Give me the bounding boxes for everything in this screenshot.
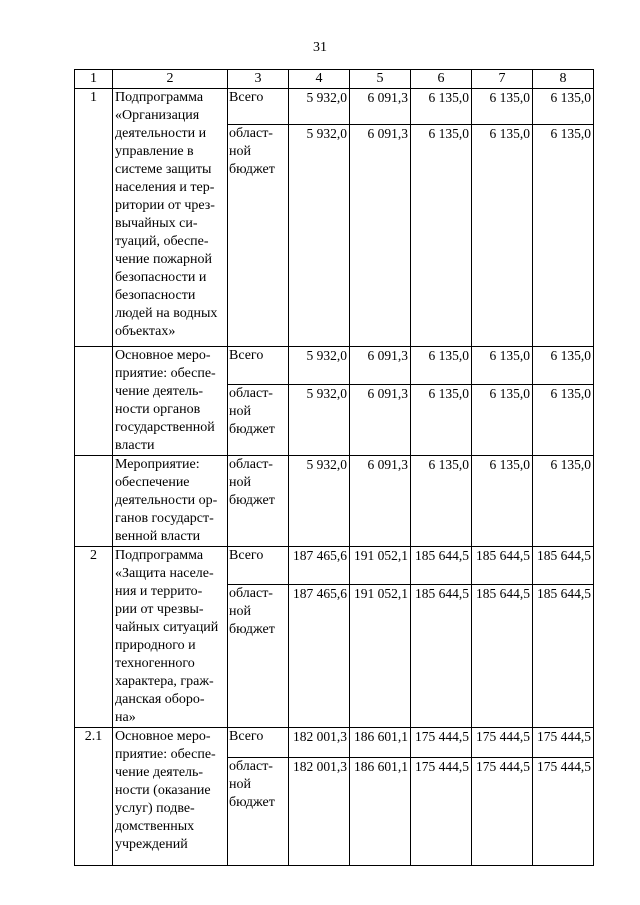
text-line: «Защита населе- [115, 566, 214, 581]
value-cell: 5 932,0 [289, 385, 350, 456]
text-line: венной власти [115, 529, 201, 544]
text-line: чение деятель- [115, 765, 204, 780]
text-line: вычайных си- [115, 216, 198, 231]
text-line: управление в [115, 144, 194, 159]
row-number [75, 456, 113, 547]
source-budget-label [228, 125, 289, 347]
table-row [75, 728, 594, 758]
value-cell: 185 644,5 [472, 584, 533, 727]
text-line: деятельности ор- [115, 493, 218, 508]
text-line: Основное меро- [115, 348, 211, 363]
text-line: на» [115, 710, 136, 725]
text-line: рии от чрезвы- [115, 602, 204, 617]
row-number: 1 [75, 89, 113, 347]
page-number: 31 [313, 40, 327, 55]
value-cell: 6 135,0 [533, 456, 594, 547]
value-cell: 175 444,5 [533, 758, 594, 866]
value-cell: 6 091,3 [350, 385, 411, 456]
value-cell: 5 932,0 [289, 89, 350, 125]
text-line: домственных [115, 819, 195, 834]
value-cell: 185 644,5 [411, 584, 472, 727]
text-line: чайных ситуаций [115, 620, 219, 635]
text-line: ности органов [115, 402, 201, 417]
value-cell: 6 135,0 [533, 89, 594, 125]
value-cell: 6 135,0 [472, 89, 533, 125]
text-line: бюджет [229, 795, 275, 810]
table-row [75, 347, 594, 385]
value-cell: 6 135,0 [411, 125, 472, 347]
text-line: ганов государст- [115, 511, 214, 526]
text-line: ной [229, 475, 251, 490]
text-line: «Организация [115, 108, 200, 123]
value-cell: 6 135,0 [472, 347, 533, 385]
text-line: учреждений [115, 837, 188, 852]
text-line: власти [115, 438, 155, 453]
header-cell-2: 2 [113, 70, 228, 89]
text-line: туаций, обеспе- [115, 234, 209, 249]
value-cell: 185 644,5 [533, 547, 594, 585]
row-number: 2.1 [75, 728, 113, 866]
text-line: ной [229, 603, 251, 619]
text-line: област- [229, 386, 273, 402]
value-cell: 6 091,3 [350, 456, 411, 547]
text-line: Мероприятие: [115, 457, 200, 472]
text-line: данская оборо- [115, 692, 205, 707]
table-row [75, 547, 594, 585]
text-line: людей на водных [115, 306, 218, 321]
text-line: техногенного [115, 656, 195, 671]
text-line: област- [229, 759, 273, 774]
text-line: обеспечение [115, 475, 190, 490]
value-cell: 182 001,3 [289, 728, 350, 758]
value-cell: 182 001,3 [289, 758, 350, 866]
value-cell: 175 444,5 [411, 728, 472, 758]
value-cell: 6 135,0 [472, 125, 533, 347]
value-cell: 185 644,5 [533, 584, 594, 727]
value-cell: 6 091,3 [350, 125, 411, 347]
value-cell: 186 601,1 [350, 728, 411, 758]
text-line: приятие: обеспе- [115, 747, 216, 762]
value-cell: 175 444,5 [472, 758, 533, 866]
header-row [75, 70, 594, 89]
value-cell: 6 135,0 [533, 125, 594, 347]
text-line: государственной [115, 420, 215, 435]
value-cell: 175 444,5 [533, 728, 594, 758]
text-line: бюджет [229, 493, 275, 508]
value-cell: 6 091,3 [350, 347, 411, 385]
value-cell: 6 135,0 [472, 385, 533, 456]
value-cell: 5 932,0 [289, 456, 350, 547]
value-cell: 5 932,0 [289, 347, 350, 385]
value-cell: 187 465,6 [289, 547, 350, 585]
text-line: деятельности и [115, 126, 207, 141]
source-budget-label [228, 758, 289, 866]
source-total-label: Всего [228, 89, 289, 125]
row-name [113, 547, 228, 728]
value-cell: 5 932,0 [289, 125, 350, 347]
header-cell-8: 8 [533, 70, 594, 89]
text-line: ной [229, 404, 251, 420]
value-cell: 6 135,0 [411, 385, 472, 456]
row-name [113, 89, 228, 347]
value-cell: 6 135,0 [533, 347, 594, 385]
text-line: ной [229, 777, 251, 792]
value-cell: 175 444,5 [472, 728, 533, 758]
text-line: безопасности [115, 288, 196, 303]
text-line: безопасности и [115, 270, 207, 285]
text-line: бюджет [229, 162, 275, 177]
value-cell: 185 644,5 [472, 547, 533, 585]
text-line: Подпрограмма [115, 90, 204, 105]
value-cell: 6 135,0 [472, 456, 533, 547]
row-name [113, 456, 228, 547]
header-cell-1: 1 [75, 70, 113, 89]
text-line: ной [229, 144, 251, 159]
text-line: населения и тер- [115, 180, 215, 195]
source-budget-label [228, 456, 289, 547]
value-cell: 6 135,0 [411, 89, 472, 125]
text-line: чение пожарной [115, 252, 212, 267]
text-line: характера, граж- [115, 674, 214, 689]
header-cell-6: 6 [411, 70, 472, 89]
text-line: приятие: обеспе- [115, 366, 216, 381]
source-budget-label [228, 584, 289, 727]
header-cell-4: 4 [289, 70, 350, 89]
text-line: природного и [115, 638, 196, 653]
source-total-label: Всего [228, 547, 289, 585]
row-name [113, 347, 228, 456]
row-number: 2 [75, 547, 113, 728]
row-number [75, 347, 113, 456]
budget-table [74, 69, 594, 866]
text-line: системе защиты [115, 162, 212, 177]
text-line: област- [229, 457, 273, 472]
value-cell: 186 601,1 [350, 758, 411, 866]
value-cell: 6 135,0 [411, 456, 472, 547]
table-row [75, 456, 594, 547]
value-cell: 185 644,5 [411, 547, 472, 585]
text-line: област- [229, 585, 273, 601]
header-cell-3: 3 [228, 70, 289, 89]
text-line: бюджет [229, 422, 275, 438]
header-cell-5: 5 [350, 70, 411, 89]
value-cell: 6 135,0 [411, 347, 472, 385]
text-line: Подпрограмма [115, 548, 204, 563]
value-cell: 175 444,5 [411, 758, 472, 866]
text-line: ния и террито- [115, 584, 203, 599]
value-cell: 191 052,1 [350, 584, 411, 727]
source-budget-label [228, 385, 289, 456]
text-line: област- [229, 126, 273, 141]
text-line: Основное меро- [115, 729, 211, 744]
text-line: бюджет [229, 621, 275, 637]
table-row [75, 89, 594, 125]
source-total-label: Всего [228, 347, 289, 385]
text-line: ности (оказание [115, 783, 211, 798]
text-line: услуг) подве- [115, 801, 195, 816]
value-cell: 191 052,1 [350, 547, 411, 585]
header-cell-7: 7 [472, 70, 533, 89]
value-cell: 6 135,0 [533, 385, 594, 456]
value-cell: 6 091,3 [350, 89, 411, 125]
row-name [113, 728, 228, 866]
text-line: объектах» [115, 324, 176, 339]
source-total-label: Всего [228, 728, 289, 758]
text-line: чение деятель- [115, 384, 204, 399]
text-line: ритории от чрез- [115, 198, 215, 213]
value-cell: 187 465,6 [289, 584, 350, 727]
